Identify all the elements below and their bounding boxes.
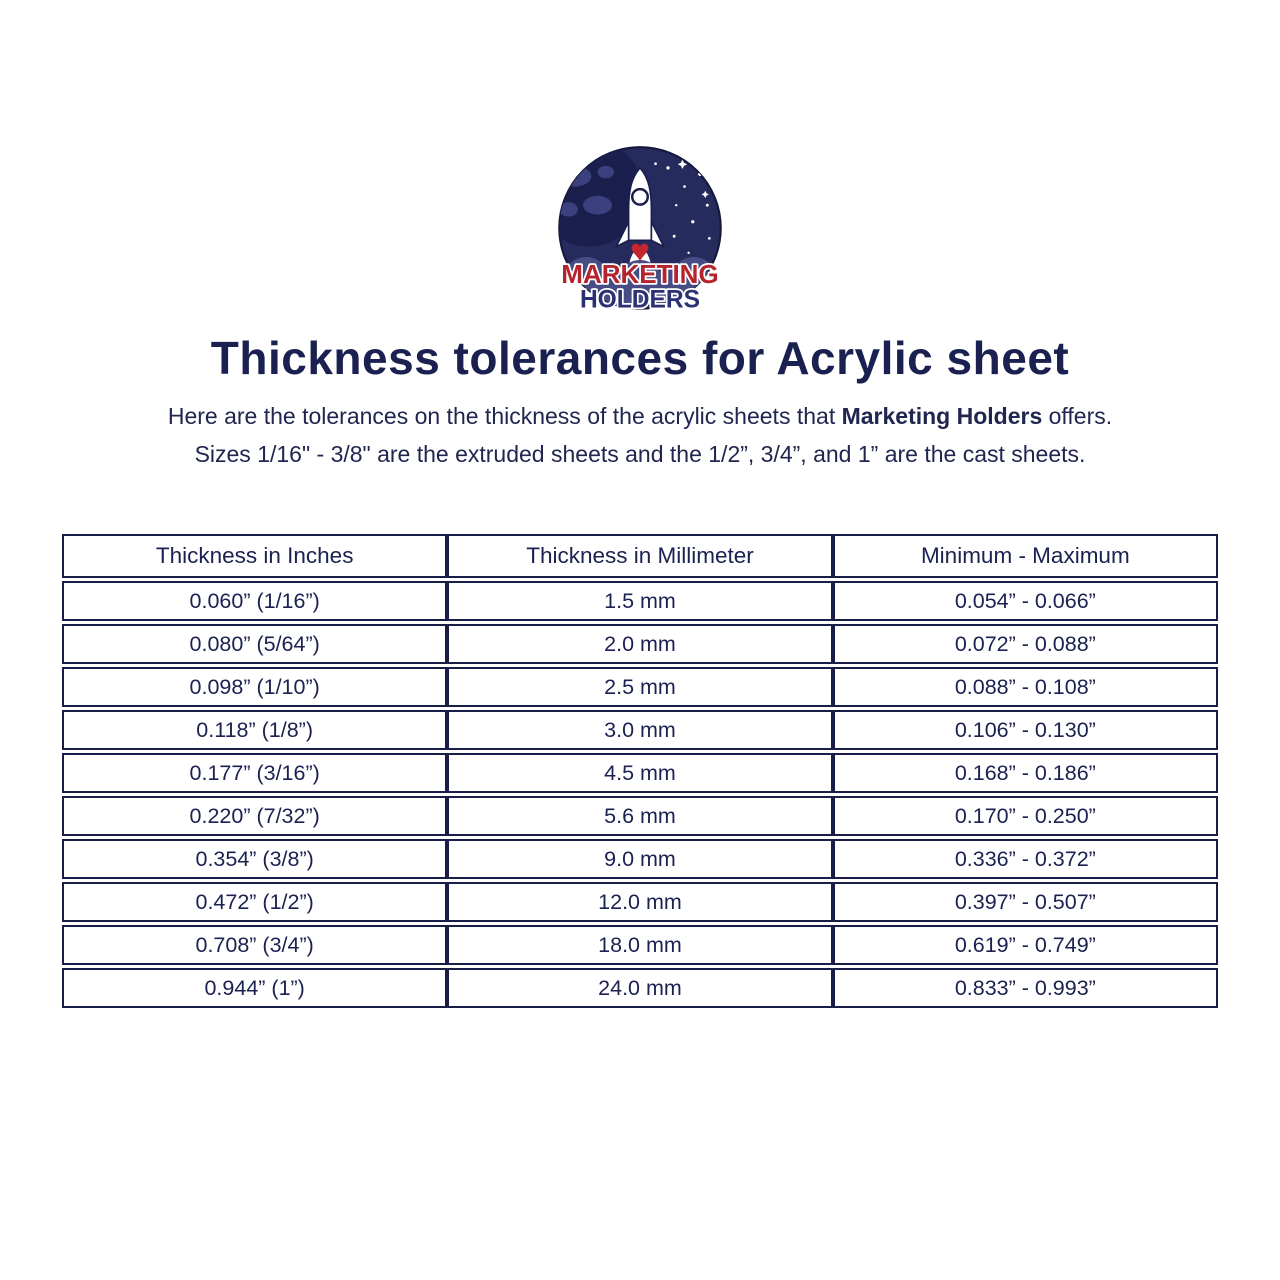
cell-min-max: 0.833” - 0.993” — [833, 968, 1218, 1008]
intro-text — [0, 397, 1280, 473]
cell-mm: 24.0 mm — [447, 968, 832, 1008]
cell-inches: 0.354” (3/8”) — [62, 839, 447, 879]
cell-min-max: 0.168” - 0.186” — [833, 753, 1218, 793]
table-row — [62, 667, 1218, 707]
table-row — [62, 753, 1218, 793]
column-header-millimeter: Thickness in Millimeter — [447, 534, 832, 578]
cell-inches: 0.118” (1/8”) — [62, 710, 447, 750]
cell-inches: 0.098” (1/10”) — [62, 667, 447, 707]
table-row — [62, 925, 1218, 965]
cell-min-max: 0.170” - 0.250” — [833, 796, 1218, 836]
table-row — [62, 710, 1218, 750]
cell-inches: 0.472” (1/2”) — [62, 882, 447, 922]
logo-wordmark-line1: MARKETING — [561, 260, 719, 289]
cell-inches: 0.220” (7/32”) — [62, 796, 447, 836]
tolerance-table — [62, 531, 1218, 1011]
column-header-min-max: Minimum - Maximum — [833, 534, 1218, 578]
table-row — [62, 581, 1218, 621]
cell-mm: 4.5 mm — [447, 753, 832, 793]
intro-line-1 — [0, 397, 1280, 435]
tolerance-table-container — [62, 531, 1218, 1011]
intro-line-2: Sizes 1/16" - 3/8" are the extruded sheets and the 1/2”, 3/4”, and 1” are the cast sheets. — [194, 441, 1086, 467]
table-row — [62, 882, 1218, 922]
intro-line1-prefix: Here are the tolerances on the thickness of the acrylic sheets that — [167, 403, 842, 429]
cell-mm: 12.0 mm — [447, 882, 832, 922]
logo-wordmark-line2: HOLDERS — [579, 286, 701, 313]
cell-inches: 0.944” (1”) — [62, 968, 447, 1008]
cell-min-max: 0.088” - 0.108” — [833, 667, 1218, 707]
cell-mm: 5.6 mm — [447, 796, 832, 836]
cell-mm: 3.0 mm — [447, 710, 832, 750]
cell-mm: 9.0 mm — [447, 839, 832, 879]
column-header-inches: Thickness in Inches — [62, 534, 447, 578]
cell-inches: 0.177” (3/16”) — [62, 753, 447, 793]
cell-mm: 2.0 mm — [447, 624, 832, 664]
cell-min-max: 0.072” - 0.088” — [833, 624, 1218, 664]
cell-min-max: 0.106” - 0.130” — [833, 710, 1218, 750]
intro-line1-brand: Marketing Holders — [841, 403, 1043, 429]
table-row — [62, 968, 1218, 1008]
table-row — [62, 796, 1218, 836]
cell-mm: 2.5 mm — [447, 667, 832, 707]
cell-min-max: 0.619” - 0.749” — [833, 925, 1218, 965]
table-row — [62, 839, 1218, 879]
cell-inches: 0.708” (3/4”) — [62, 925, 447, 965]
intro-line1-suffix: offers. — [1042, 403, 1113, 429]
cell-inches: 0.060” (1/16”) — [62, 581, 447, 621]
logo — [0, 0, 1280, 313]
table-row — [62, 624, 1218, 664]
marketing-holders-logo-icon — [552, 145, 728, 313]
cell-min-max: 0.054” - 0.066” — [833, 581, 1218, 621]
page-title: Thickness tolerances for Acrylic sheet — [210, 332, 1070, 384]
cell-mm: 18.0 mm — [447, 925, 832, 965]
cell-min-max: 0.397” - 0.507” — [833, 882, 1218, 922]
cell-inches: 0.080” (5/64”) — [62, 624, 447, 664]
cell-min-max: 0.336” - 0.372” — [833, 839, 1218, 879]
table-header-row — [62, 534, 1218, 578]
cell-mm: 1.5 mm — [447, 581, 832, 621]
